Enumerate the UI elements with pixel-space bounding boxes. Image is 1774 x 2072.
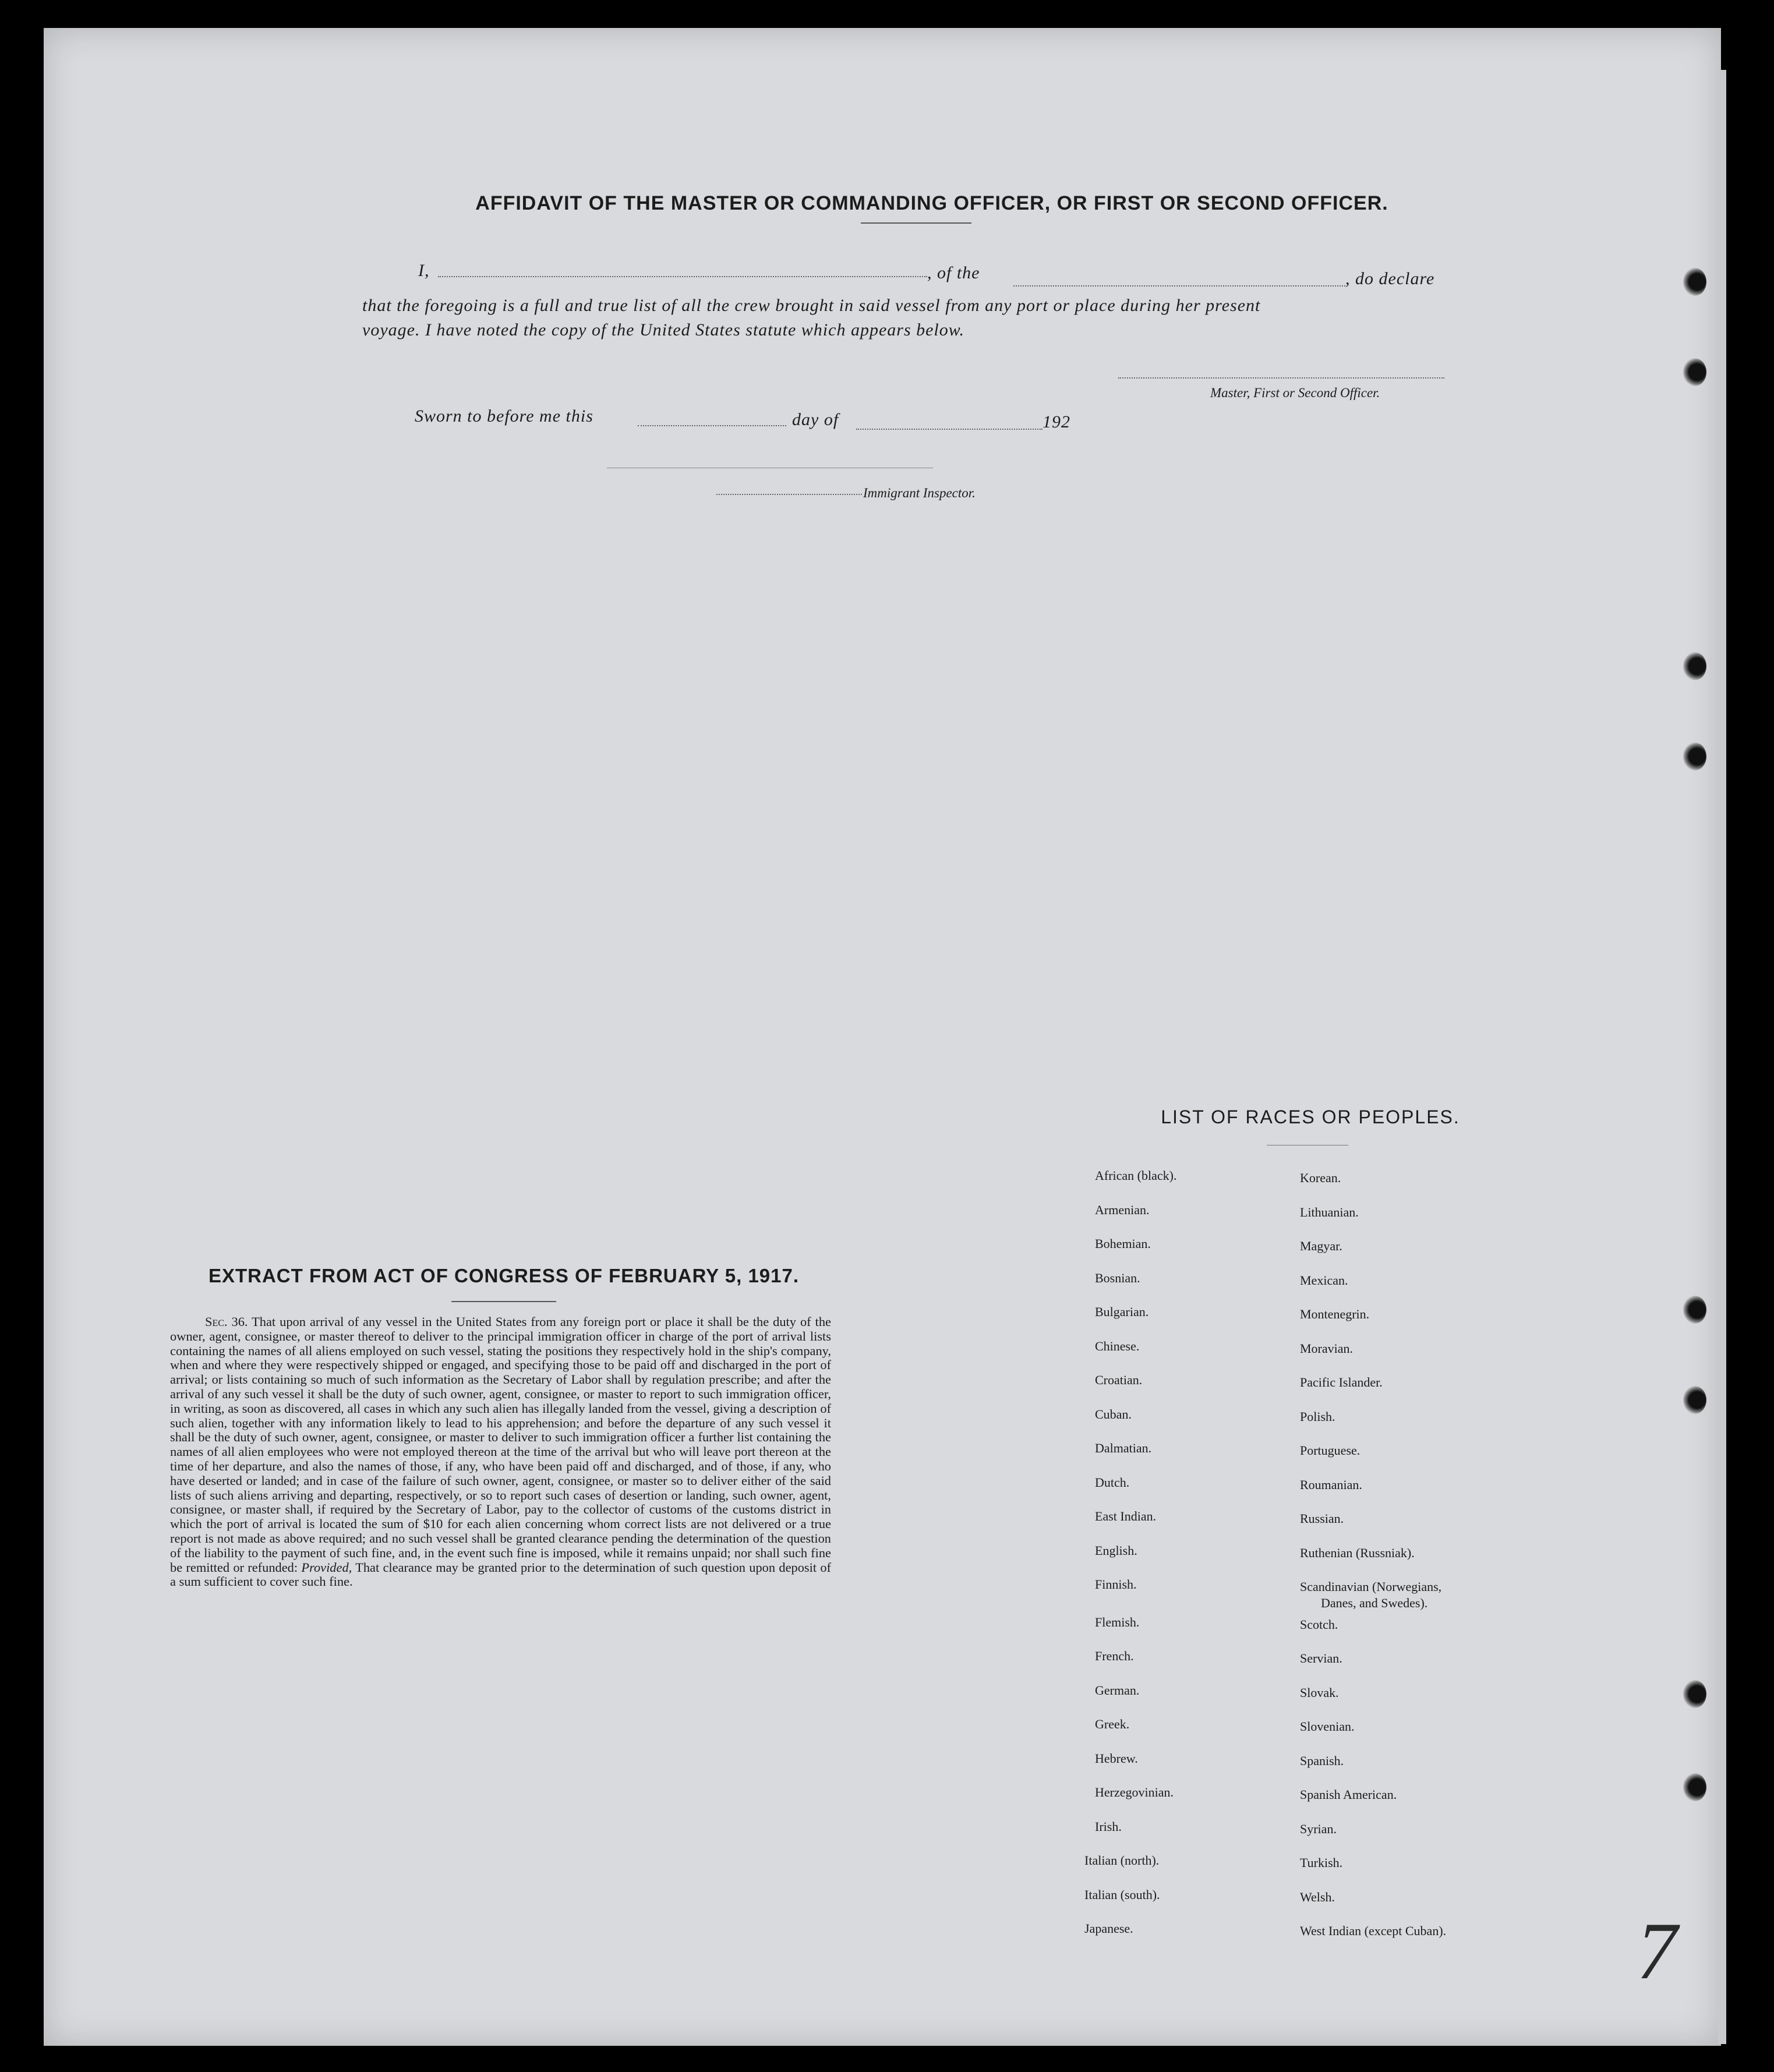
race-item: Syrian. (1300, 1821, 1337, 1836)
race-item: Armenian. (1095, 1202, 1150, 1217)
race-item: Welsh. (1300, 1889, 1335, 1904)
race-item: Bohemian. (1095, 1236, 1151, 1251)
of-the-label: , of the (927, 263, 980, 282)
race-item: Flemish. (1095, 1614, 1140, 1629)
inspector-signature-line (716, 494, 862, 495)
race-item: Mexican. (1300, 1272, 1348, 1288)
punch-hole (1683, 1680, 1706, 1708)
race-item: Italian (south). (1084, 1887, 1160, 1902)
inspector-caption: Immigrant Inspector. (863, 486, 976, 500)
title-underline (861, 222, 971, 224)
race-item: Scotch. (1300, 1617, 1338, 1632)
affidavit-body-line-2: voyage. I have noted the copy of the United States statute which appears below. (362, 320, 965, 340)
punch-hole (1683, 1296, 1706, 1324)
sworn-day-line (638, 425, 786, 426)
race-item: Japanese. (1084, 1921, 1133, 1936)
race-item: Russian. (1300, 1511, 1344, 1526)
race-item: Scandinavian (Norwegians, (1300, 1579, 1442, 1594)
day-of-label: day of (792, 410, 839, 429)
race-item: Hebrew. (1095, 1751, 1138, 1766)
race-item: Korean. (1300, 1171, 1341, 1185)
sheet-edge (1718, 70, 1726, 2044)
do-declare-label: , do declare (1345, 269, 1435, 288)
punch-hole (1683, 1386, 1706, 1414)
race-item: Moravian. (1300, 1341, 1354, 1356)
races-title: LIST OF RACES OR PEOPLES. (1161, 1106, 1460, 1127)
affiant-label: I, (418, 261, 430, 280)
race-item: Ruthenian (Russniak). (1300, 1545, 1415, 1560)
race-item: Servian. (1300, 1651, 1342, 1666)
sworn-label: Sworn to before me this (415, 406, 593, 426)
race-item: Chinese. (1095, 1338, 1140, 1353)
race-item: Slovenian. (1300, 1719, 1355, 1734)
race-item: Cuban. (1095, 1406, 1132, 1422)
race-item: Turkish. (1300, 1855, 1343, 1870)
officer-signature-caption: Master, First or Second Officer. (1210, 386, 1380, 400)
punch-hole (1683, 652, 1706, 680)
race-item: Polish. (1300, 1409, 1335, 1424)
race-item: Spanish American. (1300, 1787, 1397, 1802)
statute-text-block (170, 1315, 831, 1589)
race-item: Croatian. (1095, 1373, 1143, 1387)
race-item: Italian (north). (1084, 1853, 1160, 1868)
punch-hole (1683, 1773, 1706, 1801)
race-item: Lithuanian. (1300, 1204, 1359, 1219)
race-item: Montenegrin. (1300, 1307, 1370, 1321)
race-item: German. (1095, 1682, 1140, 1698)
race-item: Portuguese. (1300, 1443, 1360, 1458)
punch-hole (1683, 358, 1706, 386)
vessel-name-line (1013, 285, 1345, 287)
race-item: Finnish. (1095, 1577, 1137, 1592)
race-item: Irish. (1095, 1819, 1122, 1834)
punch-hole (1683, 268, 1706, 296)
race-item: Magyar. (1300, 1239, 1342, 1253)
sworn-month-line (856, 429, 1043, 430)
statute-title-underline (451, 1301, 556, 1302)
affidavit-body-line-1: that the foregoing is a full and true list of all the crew brought in said vessel from any port or place during her present (362, 296, 1261, 315)
statute-title: EXTRACT FROM ACT OF CONGRESS OF FEBRUARY 5, 1917. (208, 1265, 800, 1286)
affiant-name-line (438, 276, 927, 277)
race-item: West Indian (except Cuban). (1300, 1924, 1447, 1938)
race-item: French. (1095, 1649, 1134, 1663)
race-item: Dutch. (1095, 1475, 1130, 1490)
race-item: Dalmatian. (1095, 1441, 1152, 1455)
affidavit-title: AFFIDAVIT OF THE MASTER OR COMMANDING OFFICER, OR FIRST OR SECOND OFFICER. (475, 192, 1388, 214)
punch-hole (1683, 742, 1706, 770)
race-item: Bulgarian. (1095, 1304, 1149, 1319)
race-item: Pacific Islander. (1300, 1375, 1383, 1389)
race-item: Danes, and Swedes). (1321, 1596, 1428, 1610)
statute-section-label: Sec. 36. (205, 1314, 248, 1329)
race-item: English. (1095, 1543, 1137, 1558)
race-item: East Indian. (1095, 1509, 1157, 1523)
race-item: Spanish. (1300, 1753, 1344, 1768)
year-label: 192 (1043, 412, 1070, 432)
handwritten-page-number: 7 (1637, 1906, 1677, 1996)
race-item: Roumanian. (1300, 1477, 1362, 1492)
race-item: Greek. (1095, 1717, 1130, 1731)
race-item: Bosnian. (1095, 1270, 1140, 1285)
officer-signature-line (1118, 377, 1444, 379)
statute-proviso-text: That clearance may be granted prior to the determination of such question upon deposit of a sum sufficient to cover such fine. (170, 1560, 831, 1589)
statute-body: That upon arrival of any vessel in the United States from any foreign port or place it shall be the duty of the owner, agent, consignee, or master thereof to deliver to the principal immigration officer in charge of the port of arrival lists containing the names of all aliens employed on such vessel, stating the positions they respectively hold in the ship's company, when and where they were respectively shipped or engaged, and specifying those to be paid off and discharged in the port of arrival; or lists containing so much of such information as the Secretary of Labor shall by regulation prescribe; and after the arrival of any such vessel it shall be the duty of such owner, agent, consignee, or master to report to such immigration officer, in writing, as soon as discovered, all cases in which any such alien has illegally landed from the vessel, giving a description of such alien, together with any information likely to lead to his apprehension; and before the departure of any such vessel it shall be the duty of such owner, agent, consignee, or master to deliver to such immigration officer a further list containing the names of all alien employees who were not employed thereon at the time of the arrival but who will leave port thereon at the time of her departure, and also the names of those, if any, who have been paid off and discharged, and of those, if any, who have deserted or landed; and in case of the failure of such owner, agent, consignee, or master so to deliver either of the said lists of such aliens arriving and departing, respectively, or so to report such cases of desertion or landing, such owner, agent, consignee, or master shall, if required by the Secretary of Labor, pay to the collector of customs of the customs district in which the port of arrival is located the sum of $10 for each alien concerning whom correct lists are not delivered or a true report is not made as above required; and no such vessel shall be granted clearance pending the determination of the question of the liability to the payment of such fine, and, in the event such fine is imposed, while it remains unpaid; nor shall such fine be remitted or refunded: (170, 1314, 831, 1575)
race-item: Herzegovinian. (1095, 1785, 1174, 1799)
race-item: Slovak. (1300, 1685, 1339, 1700)
statute-proviso-word: Provided, (301, 1560, 352, 1575)
race-item: African (black). (1095, 1168, 1177, 1183)
